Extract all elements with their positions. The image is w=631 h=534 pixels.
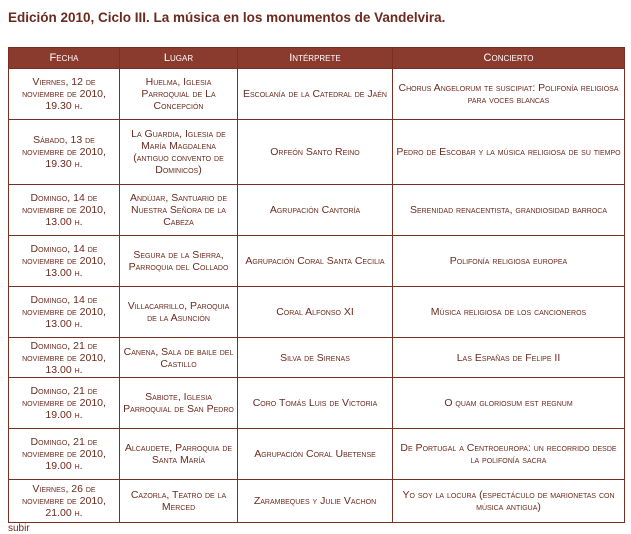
cell-interprete: Coro Tomás Luis de Victoria: [238, 378, 393, 429]
cell-concierto: Yo soy la locura (espectáculo de marionetas con música antigua): [393, 480, 625, 523]
cell-concierto: Pedro de Escobar y la música religiosa de su tiempo: [393, 120, 625, 185]
cell-interprete: Silva de Sirenas: [238, 338, 393, 378]
cell-lugar: Alcaudete, Parroquia de Santa María: [120, 429, 238, 480]
cell-lugar: Huelma, Iglesia Parroquial de La Concepción: [120, 69, 238, 120]
table-row: [9, 287, 625, 338]
cell-interprete: Agrupación Coral Santa Cecilia: [238, 236, 393, 287]
cell-fecha: Domingo, 21 de noviembre de 2010, 19.00 h.: [9, 378, 120, 429]
cell-fecha: Domingo, 21 de noviembre de 2010, 13.00 h.: [9, 338, 120, 378]
cell-interprete: Orfeón Santo Reino: [238, 120, 393, 185]
page-title: Edición 2010, Ciclo III. La música en los monumentos de Vandelvira.: [8, 10, 446, 25]
table-header-row: [9, 48, 625, 69]
cell-fecha: Viernes, 26 de noviembre de 2010, 21.00 h.: [9, 480, 120, 523]
cell-interprete: Zarambeques y Julie Vachon: [238, 480, 393, 523]
header-lugar: Lugar: [120, 48, 238, 69]
table-row: [9, 480, 625, 523]
cell-interprete: Agrupación Coral Ubetense: [238, 429, 393, 480]
header-interprete: Intérprete: [238, 48, 393, 69]
cell-lugar: Sabiote, Iglesia Parroquial de San Pedro: [120, 378, 238, 429]
cell-fecha: Sábado, 13 de noviembre de 2010, 19.30 h.: [9, 120, 120, 185]
table-row: [9, 236, 625, 287]
cell-fecha: Domingo, 14 de noviembre de 2010, 13.00 h.: [9, 236, 120, 287]
table-row: [9, 338, 625, 378]
table-row: [9, 120, 625, 185]
cell-concierto: Chorus Angelorum te suscipiat: Polifonía religiosa para voces blancas: [393, 69, 625, 120]
table-row: [9, 69, 625, 120]
cell-fecha: Domingo, 14 de noviembre de 2010, 13.00 h.: [9, 185, 120, 236]
cell-concierto: De Portugal a Centroeuropa: un recorrido desde la polifonía sacra: [393, 429, 625, 480]
cell-lugar: Villacarrillo, Paroquia de la Asunción: [120, 287, 238, 338]
cell-fecha: Viernes, 12 de noviembre de 2010, 19.30 h.: [9, 69, 120, 120]
cell-interprete: Coral Alfonso XI: [238, 287, 393, 338]
table-row: [9, 429, 625, 480]
cell-lugar: Cazorla, Teatro de la Merced: [120, 480, 238, 523]
cell-lugar: La Guardia, Iglesia de María Magdalena (antiguo convento de Dominicos): [120, 120, 238, 185]
table-row: [9, 378, 625, 429]
cell-lugar: Canena, Sala de baile del Castillo: [120, 338, 238, 378]
cell-concierto: Música religiosa de los cancioneros: [393, 287, 625, 338]
cell-fecha: Domingo, 14 de noviembre de 2010, 13.00 h.: [9, 287, 120, 338]
table-row: [9, 185, 625, 236]
cell-concierto: O quam gloriosum est regnum: [393, 378, 625, 429]
cell-concierto: Las Españas de Felipe II: [393, 338, 625, 378]
cell-concierto: Serenidad renacentista, grandiosidad barroca: [393, 185, 625, 236]
header-fecha: Fecha: [9, 48, 120, 69]
concert-schedule-table: [8, 47, 625, 523]
cell-interprete: Escolanía de la Catedral de Jaén: [238, 69, 393, 120]
cell-interprete: Agrupación Cantoría: [238, 185, 393, 236]
cell-concierto: Polifonía religiosa europea: [393, 236, 625, 287]
header-concierto: Concierto: [393, 48, 625, 69]
cell-fecha: Domingo, 21 de noviembre de 2010, 19.00 h.: [9, 429, 120, 480]
cell-lugar: Segura de la Sierra, Parroquia del Collado: [120, 236, 238, 287]
cell-lugar: Andújar, Santuario de Nuestra Señora de la Cabeza: [120, 185, 238, 236]
back-to-top-link[interactable]: subir: [8, 523, 30, 534]
